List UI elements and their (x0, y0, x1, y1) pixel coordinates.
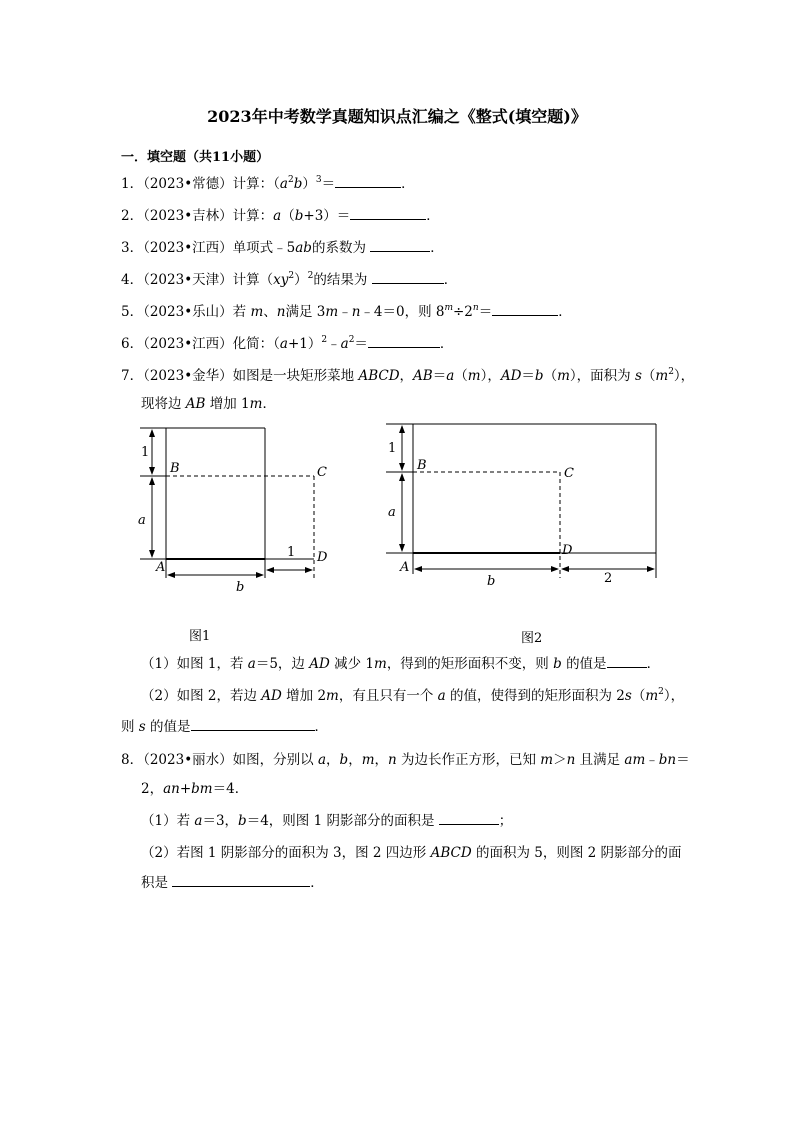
question-5: 5．（2023•乐山）若 m、n满足 3m﹣n﹣4＝0，则 $8^m\div 2^n=$ ． (121, 303, 572, 320)
question-8-line-1: 8．（2023•丽水）如图，分别以 a，b，m，n 为边长作正方形，已知 m＞n 且满足 am﹣bn＝ (121, 752, 690, 768)
answer-blank[interactable] (607, 655, 647, 668)
question-4: 4．（2023•天津）计算$(xy^2)^2$的结果为 ． (121, 271, 458, 288)
fig2-point-C: C (564, 466, 574, 481)
question-8-part-2: （2）若图 1 阴影部分的面积为 3，图 2 四边形 ABCD 的面积为 5，则图 2 阴影部分的面 (141, 845, 682, 861)
question-7-line-2: 现将边 AB 增加 1m． (141, 396, 276, 412)
fig1-point-B: B (170, 461, 180, 476)
fig1-point-A: A (156, 560, 166, 575)
fig1-label-b: b (236, 580, 245, 595)
question-7-line-1: 7．（2023•金华）如图是一块矩形菜地 ABCD，AB＝a（m），AD＝b（m），面积为 $s(m^2)$， (121, 367, 695, 384)
fig1-point-C: C (317, 465, 327, 480)
fig1-label-1-bottom: 1 (287, 545, 296, 560)
question-7-part-1: （1）如图 1，若 a＝5，边 AD 减少 1m，得到的矩形面积不变，则 b 的值是 ． (141, 656, 661, 672)
fig2-point-A: A (400, 560, 410, 575)
fig2-label-1-left: 1 (388, 441, 397, 456)
fig1-label-a: a (138, 513, 146, 528)
figure-1-caption: 图1 (189, 629, 211, 644)
question-7-part-2: （2）如图 2，若边 AD 增加 2m，有且只有一个 a 的值，使得到的矩形面积为 $2s(m^2)$， (141, 687, 685, 704)
fig1-point-D: D (317, 550, 328, 565)
fig2-label-b: b (487, 574, 496, 589)
question-6: 6．（2023•江西）化简：$(a+1)^2﹣a^2=$ ． (121, 335, 454, 352)
question-8-line-2: 2，an+bm＝4． (141, 781, 249, 797)
answer-blank[interactable] (191, 718, 315, 731)
fig2-point-D: D (562, 543, 573, 558)
question-2: 2．（2023•吉林）计算：a（b+3）＝ ． (121, 208, 440, 224)
fig2-label-a: a (388, 505, 396, 520)
question-3: 3．（2023•江西）单项式﹣5ab的系数为 ． (121, 240, 444, 256)
question-7-part-2-cont: 则 s 的值是 ． (121, 719, 329, 735)
answer-blank[interactable] (172, 874, 310, 887)
question-8-part-2-cont: 积是 ． (141, 875, 324, 891)
fig1-label-1-left: 1 (141, 445, 150, 460)
section-heading: 一．填空题（共11小题） (121, 150, 270, 165)
figure-2-caption: 图2 (521, 631, 543, 646)
answer-blank[interactable] (439, 812, 499, 825)
fig2-point-B: B (417, 458, 427, 473)
page-title: 2023年中考数学真题知识点汇编之《整式(填空题)》 (207, 107, 587, 126)
question-8-part-1: （1）若 a＝3，b＝4，则图 1 阴影部分的面积是 ； (141, 813, 513, 829)
question-1: 1．（2023•常德）计算：$(a^2b)^3=$ ． (121, 175, 415, 192)
fig2-label-2-bottom: 2 (604, 571, 613, 586)
